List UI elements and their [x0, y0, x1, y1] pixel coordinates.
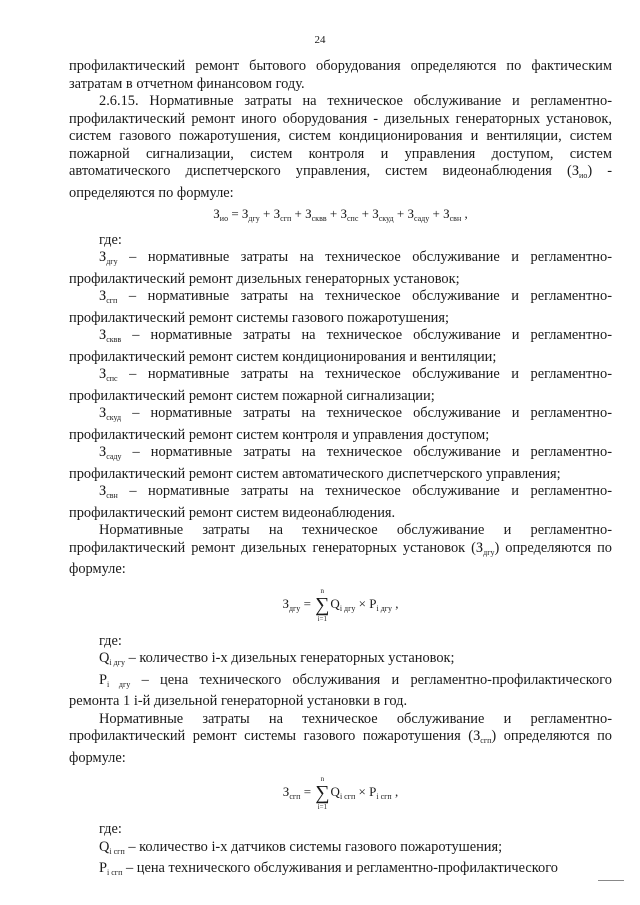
definition-symbol: Q [99, 650, 110, 666]
definition-symbol-sub: i сгп [109, 846, 125, 856]
symbol-z-sgp: $З_{сгп}$ [473, 728, 492, 745]
sgp-paragraph: Нормативные затраты на техническое обслуживание и регламентно-профилактический ремонт системы газового пожаротушения $(З_{сгп})$ определяются по формуле: [69, 710, 612, 766]
definition-symbol: P [99, 671, 108, 688]
definition-text: – нормативные затраты на техническое обслуживание и регламентно-профилактический ремонт систем пожарной сигнализации; [69, 366, 612, 404]
formula-term-sub: саду [413, 214, 430, 223]
symbol-z-dgu: $З_{дгу}$ [475, 539, 495, 557]
formula-z-io [69, 205, 612, 228]
formula-lhs-sub: ио [219, 214, 229, 223]
definition-text: – нормативные затраты на техническое обслуживание и регламентно-профилактический ремонт системы газового пожаротушения; [69, 288, 612, 326]
definition-symbol: З [99, 327, 107, 343]
definitions-list-2 [69, 650, 612, 711]
section-2-6-15-paragraph [69, 93, 612, 202]
formula-term: З [305, 206, 312, 221]
page-number: 24 [314, 34, 326, 46]
formula-term-sub: сквв [311, 214, 327, 223]
formula-plus: + [429, 206, 444, 221]
formula-z-dgu: $З_{дгу}$ = n ∑ i=1 $Q_{i дгу} \times P_{i дгу}$ , [282, 586, 399, 623]
where-label-2: где: [99, 632, 122, 649]
definition-item [69, 672, 612, 711]
definition-symbol-sub: дгу [106, 257, 118, 266]
definitions-list-3 [69, 839, 612, 882]
definition-symbol-sub: саду [106, 452, 122, 461]
formula-term: З [241, 206, 249, 221]
definition-symbol: З [99, 249, 107, 265]
definition-symbol: З [99, 366, 107, 382]
where-label: где: [99, 231, 122, 248]
definition-text: – нормативные затраты на техническое обслуживание и регламентно-профилактический ремонт систем контроля и управления доступом; [69, 405, 612, 443]
formula-term: З [443, 206, 450, 221]
definition-item [69, 249, 612, 288]
definition-item [69, 839, 612, 861]
definition-text: – цена технического обслуживания и регламентно-профилактического [122, 860, 558, 876]
formula-plus: + [291, 206, 306, 221]
definition-symbol: З [99, 444, 107, 460]
dgu-paragraph: Нормативные затраты на техническое обслуживание и регламентно-профилактический ремонт дизельных генераторных установок $(З_{дгу})$ определяются по формуле: [69, 522, 612, 577]
formula-z-sgp: $З_{сгп}$ = n ∑ i=1 $Q_{i сгп} \times P_{i сгп}$ , [282, 775, 399, 811]
definition-item [69, 444, 612, 483]
definition-text: – количество i-х дизельных генераторных установок; [124, 650, 455, 666]
definitions-list-1 [69, 249, 612, 522]
definition-text: – нормативные затраты на техническое обслуживание и регламентно-профилактический ремонт дизельных генераторных установок; [69, 249, 612, 287]
sum-sign: n ∑ i=1 [315, 586, 330, 623]
formula-plus: + [259, 206, 274, 221]
formula-term-sub: сгп [280, 214, 292, 223]
definition-item [69, 650, 612, 672]
section-2-6-15-tail: ) - определяются по формуле: [69, 163, 612, 201]
formula-lhs: З [213, 206, 220, 221]
definition-symbol-sub: свн [106, 491, 118, 500]
section-2-6-15-text: 2.6.15. Нормативные затраты на техническое обслуживание и регламентно-профилактический ремонт иного оборудования - дизельных генераторных установок, систем газового пожаротушения, систем кондиционирования и вентиляции, систем пожарной сигнализации, систем контроля и управления доступом, систем автоматического диспетчерского управления, систем видеонаблюдения ( [69, 93, 612, 179]
where-label-3: где: [99, 821, 122, 837]
formula-term: З [273, 206, 281, 221]
symbol-z-io: $З_{ио}$ [571, 163, 588, 180]
definition-symbol: З [99, 483, 107, 499]
definition-symbol: P [99, 860, 108, 876]
formula-end: , [461, 206, 468, 221]
formula-eq: = [228, 206, 242, 221]
definition-symbol-sub: i дгу [109, 658, 125, 667]
formula-term-sub: свн [449, 214, 462, 223]
definition-symbol: Q [99, 838, 110, 855]
definition-symbol-sub: спс [106, 374, 118, 383]
formula-term: З [372, 206, 379, 221]
formula-term: З [407, 206, 414, 221]
definition-symbol-sub: i сгп [107, 868, 123, 877]
definition-text: – нормативные затраты на техническое обслуживание и регламентно-профилактический ремонт систем видеонаблюдения. [69, 483, 612, 521]
definition-symbol: З [99, 405, 107, 421]
definition-symbol-sub: сквв [106, 335, 122, 344]
formula-term-sub: спс [346, 214, 359, 223]
formula-term-sub: дгу [248, 214, 260, 223]
definition-item [69, 483, 612, 522]
definition-symbol: З [99, 288, 107, 304]
definition-item [69, 405, 612, 444]
definition-text: – нормативные затраты на техническое обслуживание и регламентно-профилактический ремонт систем кондиционирования и вентиляции; [69, 327, 612, 365]
definition-text: – цена технического обслуживания и регламентно-профилактического ремонта 1 i-й дизельной генераторной установки в год. [69, 671, 612, 709]
formula-plus: + [326, 206, 341, 221]
footer-mark [598, 880, 624, 881]
document-body [69, 58, 612, 882]
intro-paragraph: профилактический ремонт бытового оборудования определяются по фактическим затратам в отчетном финансовом году. [69, 58, 612, 92]
definition-item [69, 288, 612, 327]
definition-item [69, 327, 612, 366]
formula-plus: + [358, 206, 373, 221]
formula-plus: + [393, 206, 408, 221]
formula-term: З [340, 206, 347, 221]
formula-term-sub: скуд [378, 214, 394, 223]
definition-item [69, 860, 612, 882]
definition-symbol-sub: i дгу [107, 679, 131, 689]
sum-sign-2: n ∑ i=1 [315, 775, 330, 811]
definition-item [69, 366, 612, 405]
definition-symbol-sub: сгп [106, 296, 118, 305]
definition-text: – нормативные затраты на техническое обслуживание и регламентно-профилактический ремонт систем автоматического диспетчерского управления; [69, 444, 612, 482]
definition-text: – количество i-х датчиков системы газового пожаротушения; [124, 838, 503, 855]
definition-symbol-sub: скуд [106, 413, 122, 422]
